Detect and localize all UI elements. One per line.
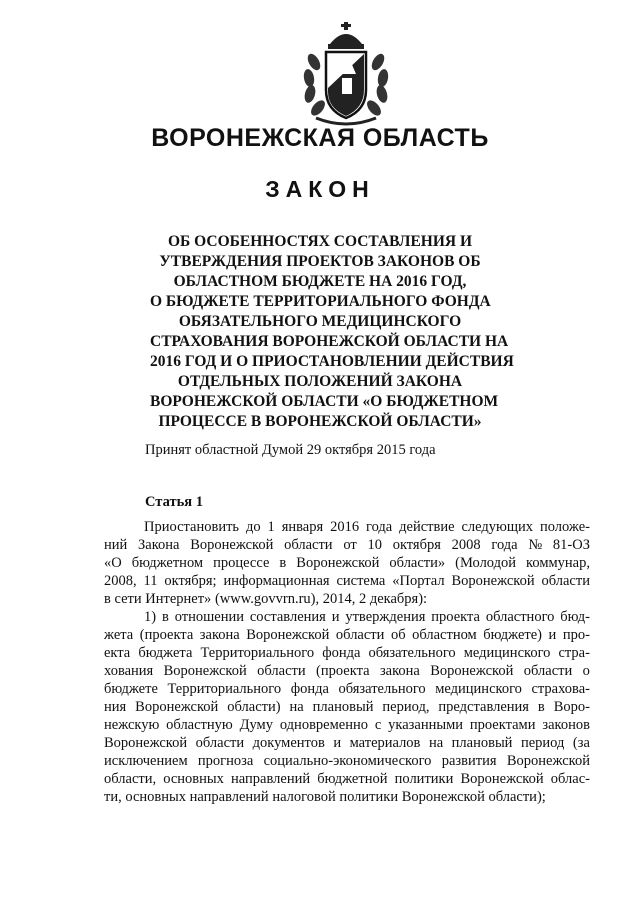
body-word: области xyxy=(284,537,333,553)
body-word: период xyxy=(520,735,565,751)
body-word: бюджете xyxy=(104,681,158,697)
body-word: бюд- xyxy=(560,609,590,625)
body-word: 81-ОЗ xyxy=(552,537,590,553)
body-word: января xyxy=(281,519,324,535)
body-word: сети xyxy=(114,591,146,607)
body-line xyxy=(104,518,590,536)
body-word: екта xyxy=(104,645,131,661)
body-word: направлений xyxy=(189,789,273,805)
body-word: «Портал xyxy=(392,573,445,589)
body-word: до xyxy=(245,519,261,535)
body-word: Воронежской xyxy=(506,753,590,769)
body-line xyxy=(104,536,590,554)
body-word: Воронежской xyxy=(246,627,330,643)
document-type: ЗАКОН xyxy=(265,176,375,202)
body-word: области) xyxy=(227,699,281,715)
body-word: Воро- xyxy=(553,699,590,715)
body-word: октября xyxy=(392,537,441,553)
body-line xyxy=(104,734,590,752)
wreath-left-icon xyxy=(303,52,328,118)
body-line xyxy=(104,626,590,644)
body-word: областном xyxy=(412,627,477,643)
body-word: утверждения xyxy=(345,609,426,625)
body-word: бюджете) xyxy=(483,627,542,643)
body-word: бюджетном xyxy=(131,555,204,571)
body-word: положе- xyxy=(539,519,590,535)
body-word: Территориального xyxy=(167,681,282,697)
body-word: в xyxy=(279,555,287,571)
body-word: отношении xyxy=(174,609,244,625)
body-word: нежскую xyxy=(104,717,160,733)
body-word: закона xyxy=(199,627,240,643)
body-word: № xyxy=(528,537,543,553)
body-word: Воронежской xyxy=(296,555,380,571)
title-line: ВОРОНЕЖСКОЙ ОБЛАСТИ «О БЮДЖЕТНОМ xyxy=(150,393,499,410)
body-line xyxy=(104,554,590,572)
body-word: Воронежской xyxy=(460,771,544,787)
body-word: на xyxy=(428,735,444,751)
body-word: с xyxy=(374,717,382,733)
body-word: областную xyxy=(166,717,233,733)
body-word: информационная xyxy=(223,573,330,589)
body-word: и xyxy=(331,609,340,625)
body-word: области xyxy=(523,663,573,679)
body-word: период, xyxy=(382,699,430,715)
body-word: представления xyxy=(438,699,529,715)
body-word: «О xyxy=(104,555,122,571)
body-word: фонда xyxy=(322,645,361,661)
body-word: социально-экономического xyxy=(263,753,432,769)
body-word: области xyxy=(195,735,245,751)
body-word: следующих xyxy=(461,519,534,535)
body-word: области» xyxy=(389,555,446,571)
body-word: области); xyxy=(488,789,546,805)
body-line xyxy=(104,770,590,788)
body-line xyxy=(104,572,590,590)
body-word: и xyxy=(333,735,342,751)
body-word: (проекта xyxy=(139,627,194,643)
body-word: материалов xyxy=(349,735,421,751)
body-word: Закона xyxy=(138,537,180,553)
body-word: облас- xyxy=(550,771,590,787)
body-word: (Молодой xyxy=(455,555,517,571)
body-word: 1 xyxy=(267,519,275,535)
body-word: Территориального xyxy=(200,645,315,661)
body-word: Воронежской xyxy=(104,735,188,751)
body-word: и xyxy=(548,627,557,643)
body-word: проектами xyxy=(469,717,536,733)
body-word: основных xyxy=(125,789,190,805)
body-word: 2016 xyxy=(330,519,360,535)
body-word: основных xyxy=(163,771,224,787)
crown-icon xyxy=(328,22,364,49)
body-line xyxy=(104,788,590,806)
body-word: области, xyxy=(104,771,157,787)
body-word: одновременно xyxy=(279,717,368,733)
body-word: действие xyxy=(399,519,455,535)
body-line xyxy=(104,680,590,698)
body-word: 11 xyxy=(143,573,158,589)
body-word: система xyxy=(336,573,386,589)
body-line xyxy=(104,752,590,770)
body-word: об xyxy=(390,627,406,643)
body-word: обязательного xyxy=(368,645,456,661)
body-word: ти, xyxy=(104,789,126,805)
body-word: Воронежской xyxy=(451,573,535,589)
body-word: 2008, xyxy=(104,573,137,589)
body-word: ния xyxy=(104,699,127,715)
body-word: декабря): xyxy=(369,591,428,607)
body-word: 10 xyxy=(367,537,382,553)
body-word: Воронежской xyxy=(190,537,274,553)
body-word: Воронежской xyxy=(163,663,247,679)
body-word: 1) xyxy=(144,609,157,625)
body-word: Приостановить xyxy=(144,519,240,535)
body-word: прогноза xyxy=(197,753,254,769)
body-word: исключением xyxy=(104,753,188,769)
body-line xyxy=(104,644,590,662)
body-word: 2008 xyxy=(451,537,481,553)
body-word: (проекта xyxy=(316,663,370,679)
body-word: хования xyxy=(104,663,154,679)
body-word: страхова- xyxy=(531,681,590,697)
body-word: Интернет» xyxy=(145,591,215,607)
body-word: жета xyxy=(104,627,134,643)
body-word: политики xyxy=(394,771,454,787)
body-word: Воронежской xyxy=(135,699,219,715)
body-word: плановый xyxy=(451,735,513,751)
body-word: октября; xyxy=(164,573,217,589)
body-line xyxy=(104,698,590,716)
body-word: медицинского xyxy=(435,681,522,697)
body-word: проекта xyxy=(431,609,480,625)
body-line xyxy=(104,716,590,734)
body-word: о xyxy=(582,663,590,679)
body-word: в xyxy=(537,699,545,715)
title-line: ОТДЕЛЬНЫХ ПОЛОЖЕНИЙ ЗАКОНА xyxy=(177,373,463,390)
body-word: указанными xyxy=(388,717,464,733)
body-word: документов xyxy=(252,735,325,751)
body-word: года xyxy=(366,519,393,535)
article-body xyxy=(104,518,590,806)
body-word: области xyxy=(541,573,590,589)
body-line xyxy=(104,662,590,680)
title-line: ПРОЦЕССЕ В ВОРОНЕЖСКОЙ ОБЛАСТИ» xyxy=(158,413,482,430)
title-line: 2016 ГОД И О ПРИОСТАНОВЛЕНИИ ДЕЙСТВИЯ xyxy=(150,353,514,370)
title-line: ОБЯЗАТЕЛЬНОГО МЕДИЦИНСКОГО xyxy=(178,313,462,330)
body-word: составления xyxy=(249,609,326,625)
body-word: Воронежской xyxy=(430,663,514,679)
title-line: СТРАХОВАНИЯ ВОРОНЕЖСКОЙ ОБЛАСТИ НА xyxy=(150,333,509,350)
body-word: ний xyxy=(104,537,128,553)
body-word: бюджета xyxy=(138,645,193,661)
body-word: области xyxy=(257,663,306,679)
body-word: от xyxy=(343,537,357,553)
body-word: медицинского xyxy=(463,645,551,661)
body-line xyxy=(104,608,590,626)
body-word: (www.govvrn.ru), xyxy=(214,591,323,607)
body-word: (за xyxy=(572,735,590,751)
article-heading: Статья 1 xyxy=(145,494,203,510)
body-word: Воронежской xyxy=(401,789,489,805)
body-word: в xyxy=(104,591,115,607)
body-word: в xyxy=(161,609,169,625)
body-word: процессе xyxy=(213,555,270,571)
body-word: налоговой xyxy=(272,789,340,805)
body-word: плановый xyxy=(312,699,374,715)
body-word: фонда xyxy=(290,681,329,697)
body-word: направлений xyxy=(231,771,311,787)
law-title xyxy=(150,232,514,432)
body-word: Думу xyxy=(239,717,273,733)
coat-of-arms-emblem xyxy=(300,22,392,126)
title-line: УТВЕРЖДЕНИЯ ПРОЕКТОВ ЗАКОНОВ ОБ xyxy=(159,253,481,270)
title-line: О БЮДЖЕТЕ ТЕРРИТОРИАЛЬНОГО ФОНДА xyxy=(150,293,491,310)
title-line: ОБЛАСТНОМ БЮДЖЕТЕ НА 2016 ГОД, xyxy=(173,273,467,290)
shield-icon xyxy=(326,52,366,118)
adoption-statement: Принят областной Думой 29 октября 2015 года xyxy=(145,442,436,458)
body-word: политики xyxy=(339,789,402,805)
body-word: коммунар, xyxy=(526,555,590,571)
body-word: 2 xyxy=(358,591,370,607)
body-word: про- xyxy=(562,627,590,643)
body-word: законов xyxy=(542,717,590,733)
body-word: закона xyxy=(379,663,420,679)
body-word: 2014, xyxy=(322,591,359,607)
body-word: года xyxy=(491,537,518,553)
title-line: ОБ ОСОБЕННОСТЯХ СОСТАВЛЕНИЯ И xyxy=(167,233,473,250)
body-word: развития xyxy=(441,753,497,769)
body-word: стра- xyxy=(558,645,590,661)
body-word: на xyxy=(289,699,304,715)
body-word: обязательного xyxy=(338,681,426,697)
wreath-right-icon xyxy=(364,52,389,118)
body-word: области xyxy=(335,627,385,643)
body-line xyxy=(104,590,590,608)
body-word: областного xyxy=(485,609,555,625)
region-name: ВОРОНЕЖСКАЯ ОБЛАСТЬ xyxy=(151,124,489,152)
body-word: бюджетной xyxy=(317,771,388,787)
